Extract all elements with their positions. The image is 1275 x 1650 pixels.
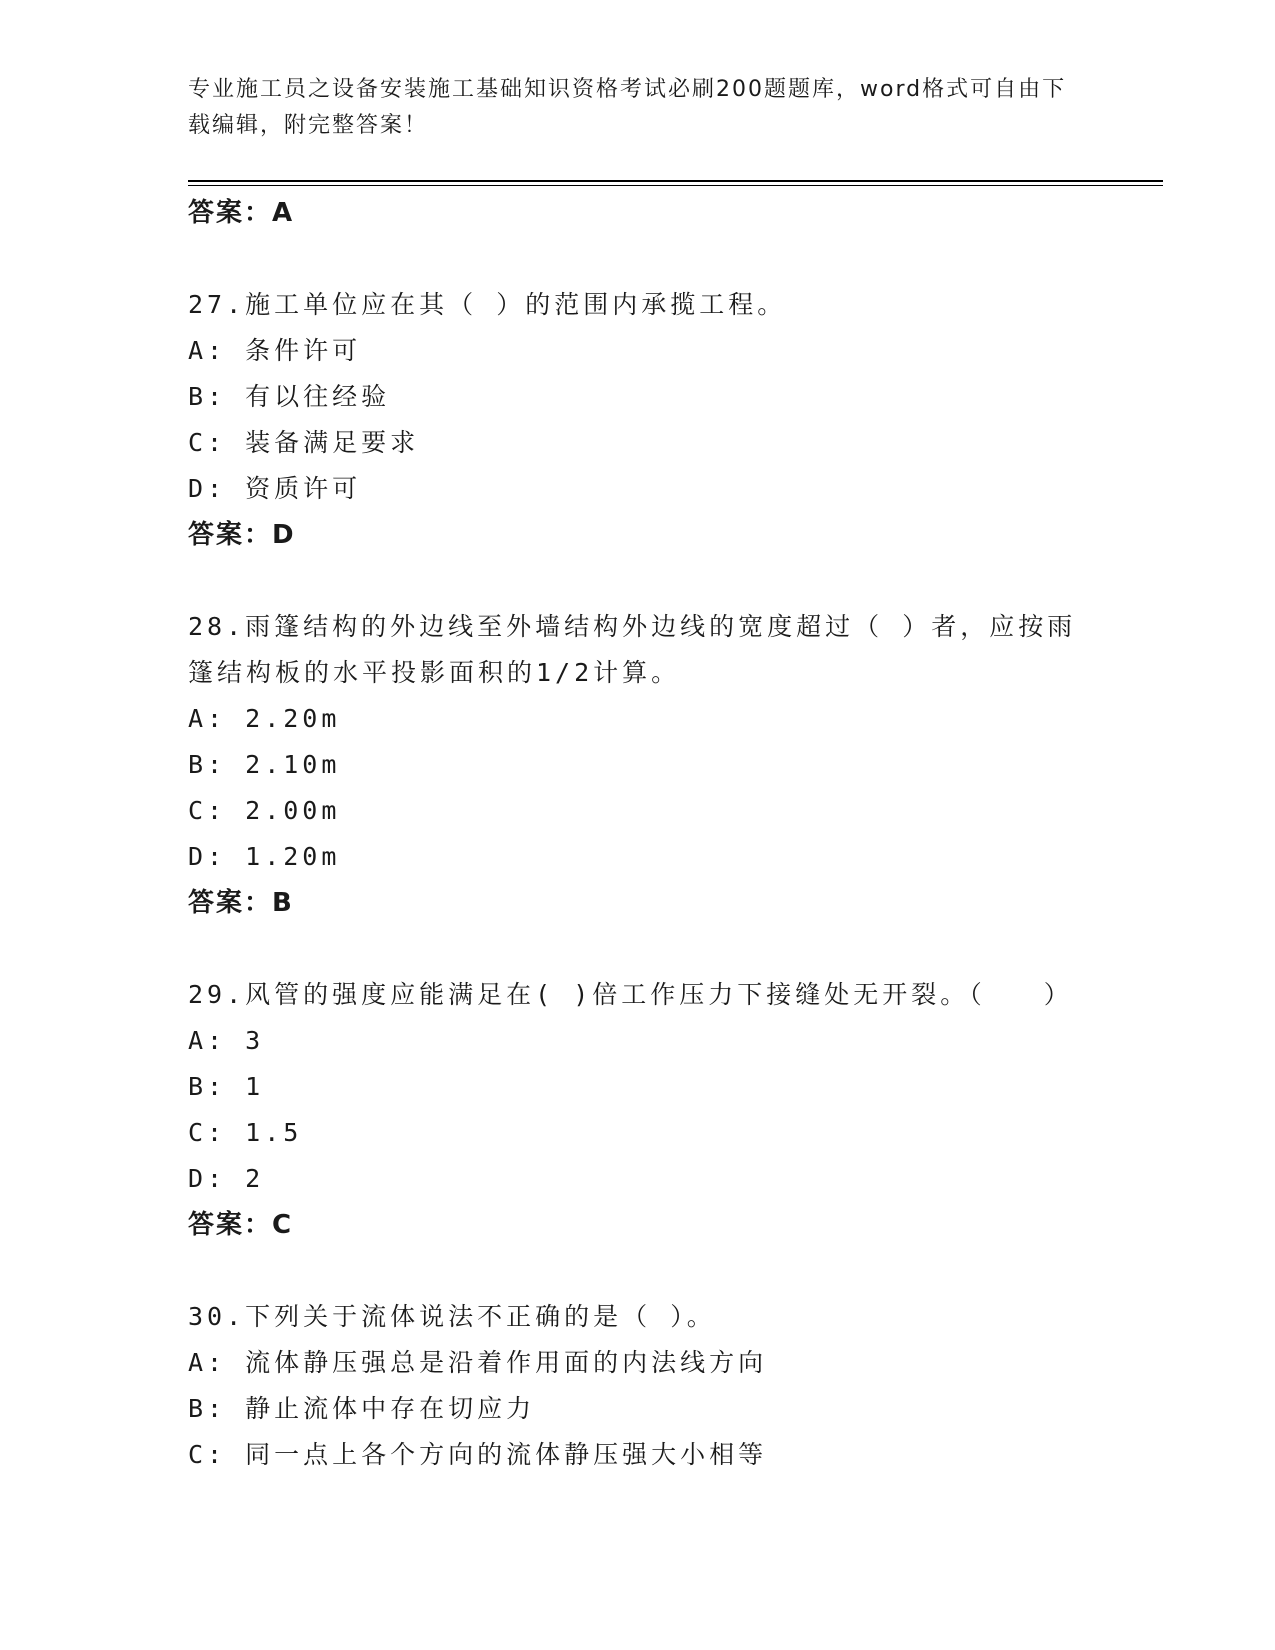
question-text-line2: 篷结构板的水平投影面积的1/2计算。 bbox=[188, 658, 681, 687]
option-b: B: 有以往经验 bbox=[188, 382, 391, 411]
option-d: D: 资质许可 bbox=[188, 474, 362, 503]
header-divider-thick bbox=[188, 180, 1163, 182]
option-a: A: 条件许可 bbox=[188, 336, 362, 365]
header-divider-thin bbox=[188, 185, 1163, 186]
document-header: 专业施工员之设备安装施工基础知识资格考试必刷200题题库，word格式可自由下载编辑，附完整答案！ bbox=[188, 77, 1067, 138]
answer-line: 答案：D bbox=[188, 520, 296, 550]
option-b: B: 静止流体中存在切应力 bbox=[188, 1394, 536, 1423]
question-list bbox=[188, 190, 1088, 1478]
question-text-line1: 28.雨篷结构的外边线至外墙结构外边线的宽度超过（ ）者，应按雨 bbox=[188, 612, 1077, 641]
option-c: C: 装备满足要求 bbox=[188, 428, 420, 457]
option-c: C: 2.00m bbox=[188, 796, 341, 825]
option-a: A: 流体静压强总是沿着作用面的内法线方向 bbox=[188, 1348, 768, 1377]
option-b: B: 2.10m bbox=[188, 750, 341, 779]
question-text: 30.下列关于流体说法不正确的是（ ）。 bbox=[188, 1302, 716, 1331]
option-c: C: 同一点上各个方向的流体静压强大小相等 bbox=[188, 1440, 768, 1469]
answer-line: 答案：A bbox=[188, 198, 295, 228]
question-text: 29.风管的强度应能满足在( )倍工作压力下接缝处无开裂。（ ） bbox=[188, 980, 1073, 1009]
option-a: A: 2.20m bbox=[188, 704, 341, 733]
answer-line: 答案：C bbox=[188, 1210, 294, 1240]
answer-line: 答案：B bbox=[188, 888, 294, 918]
question-text: 27.施工单位应在其（ ）的范围内承揽工程。 bbox=[188, 290, 787, 319]
option-a: A: 3 bbox=[188, 1026, 265, 1055]
option-c: C: 1.5 bbox=[188, 1118, 303, 1147]
option-b: B: 1 bbox=[188, 1072, 265, 1101]
option-d: D: 1.20m bbox=[188, 842, 341, 871]
option-d: D: 2 bbox=[188, 1164, 265, 1193]
